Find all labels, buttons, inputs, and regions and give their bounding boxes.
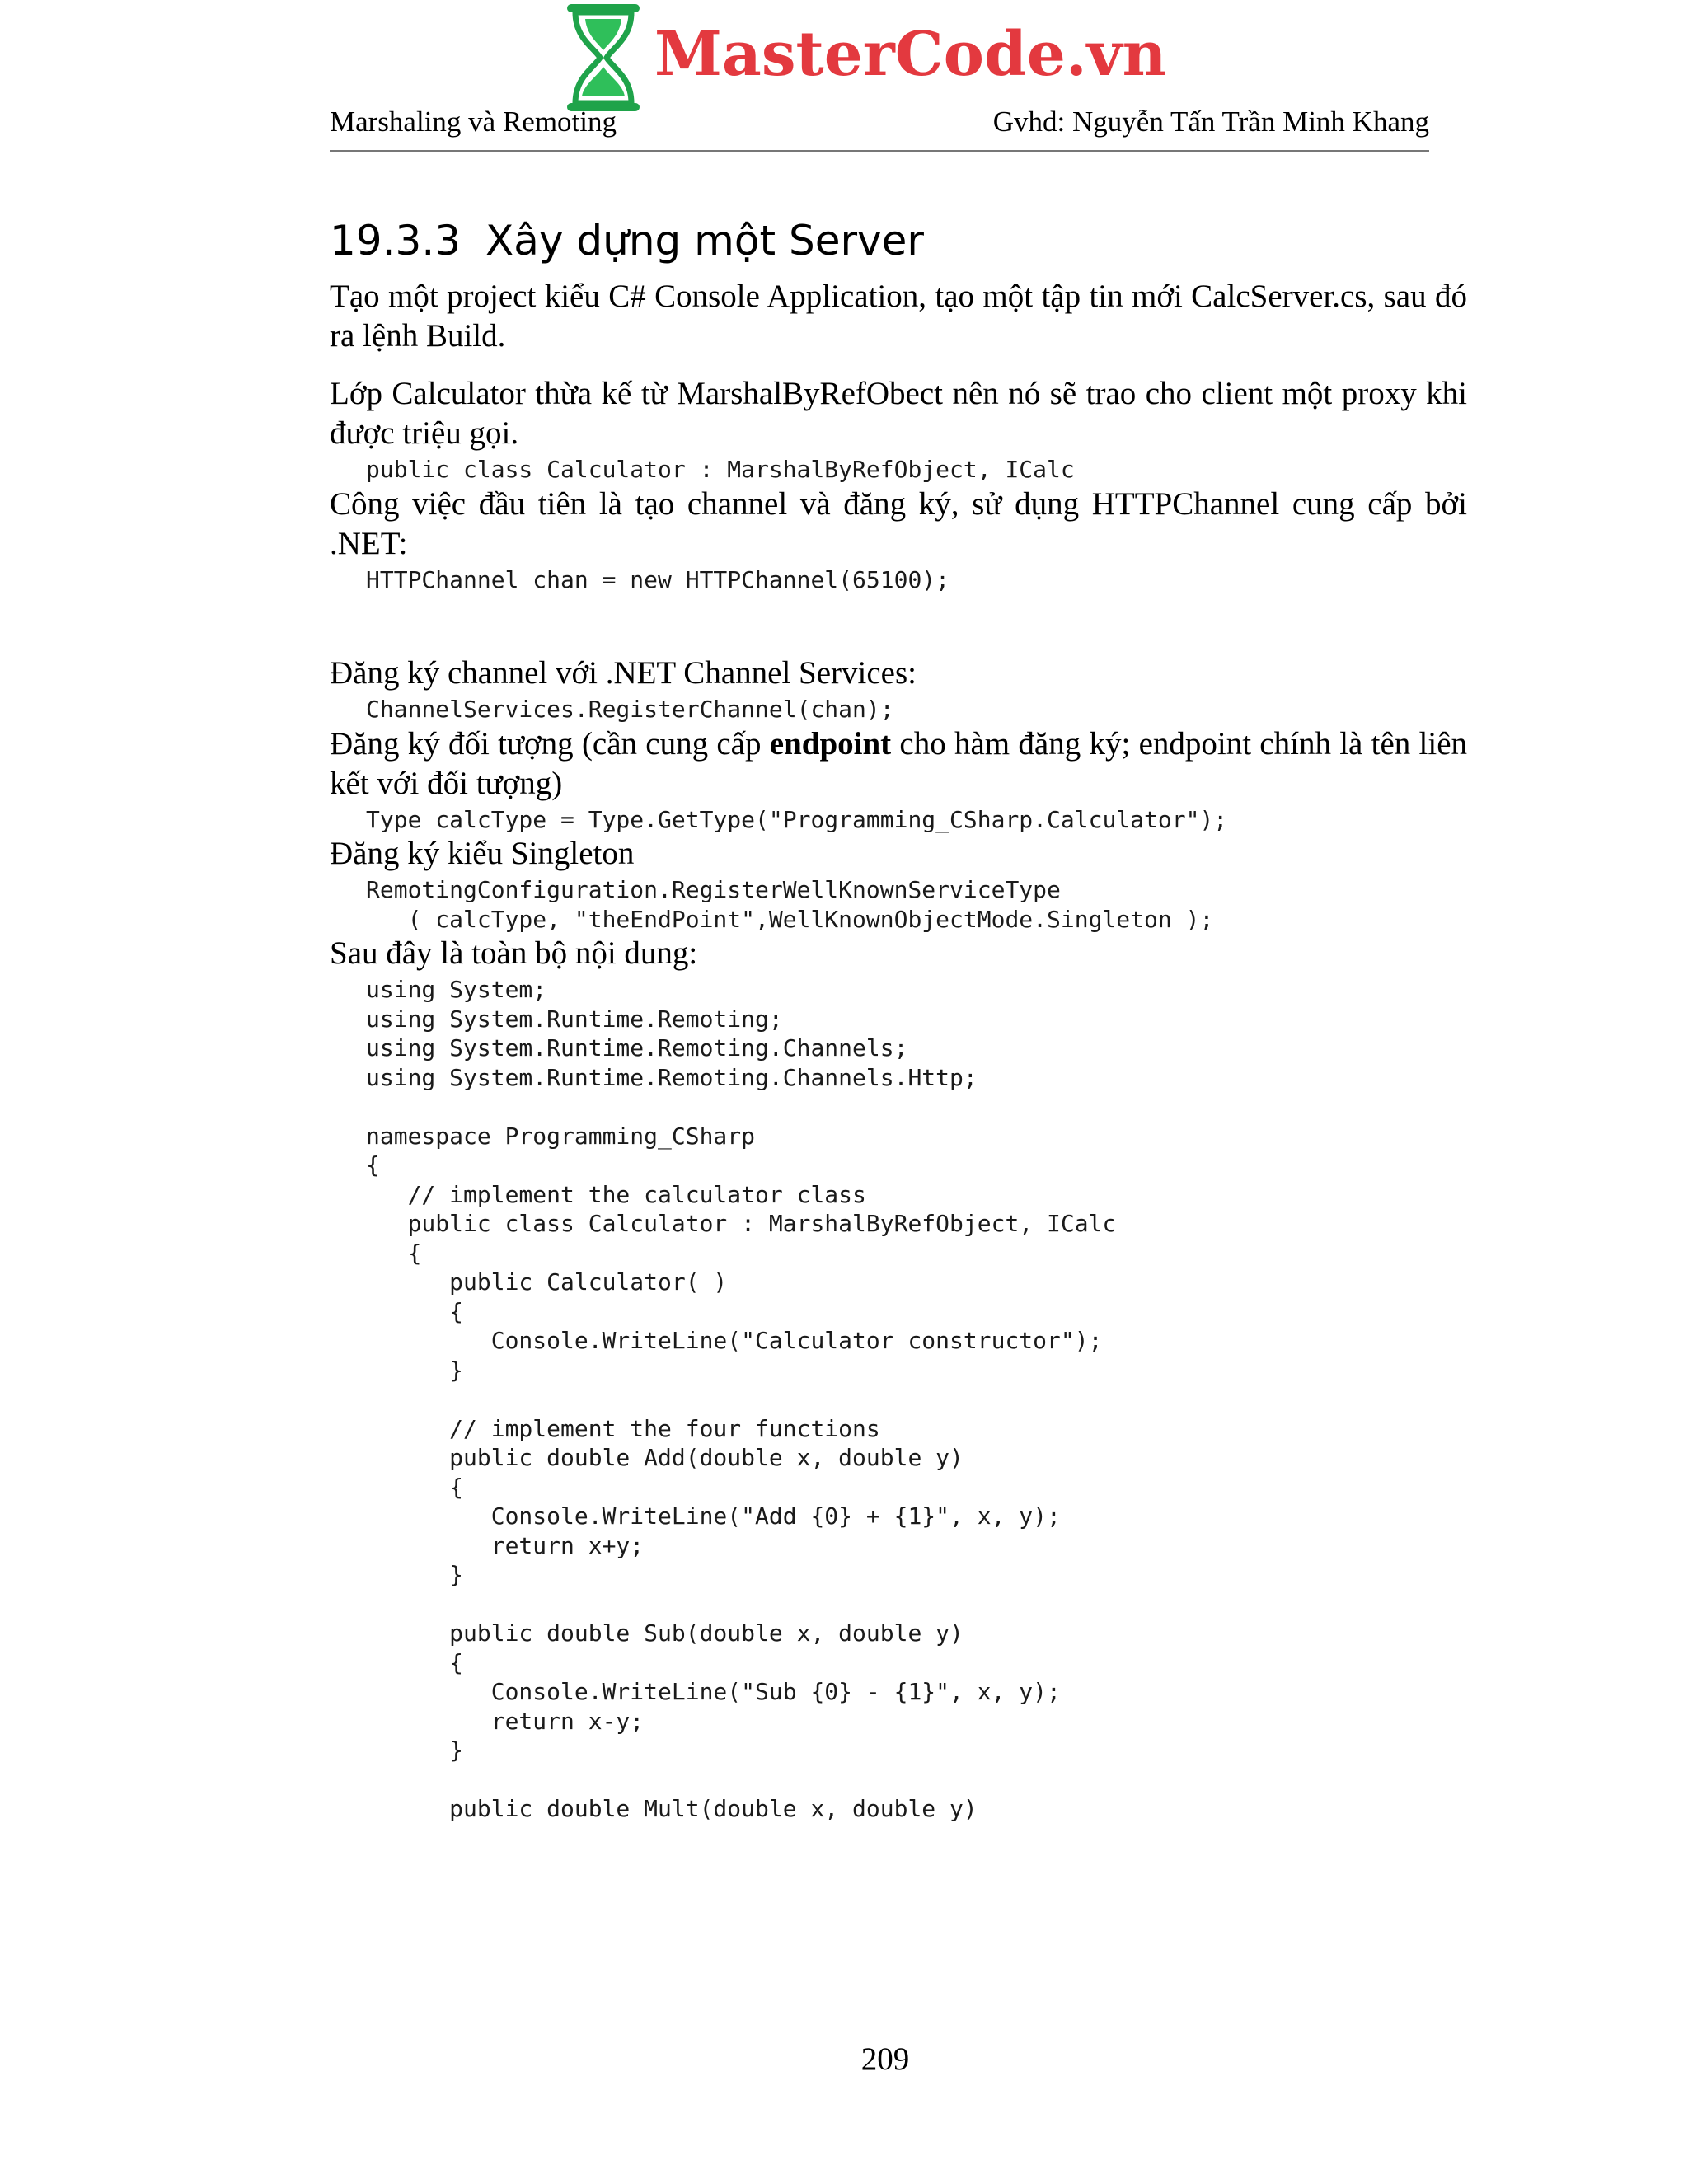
- code-get-type: Type calcType = Type.GetType("Programming_CSharp.Calculator");: [366, 805, 1228, 833]
- site-logo: [564, 0, 1166, 115]
- header-chapter-title: Marshaling và Remoting: [330, 105, 617, 138]
- paragraph-calculator-class: Lớp Calculator thừa kế từ MarshalByRefObect nên nó sẽ trao cho client một proxy khi được triệu gọi.: [330, 376, 1467, 451]
- code-http-channel: HTTPChannel chan = new HTTPChannel(65100);: [366, 565, 950, 593]
- paragraph-create-project: Tạo một project kiểu C# Console Application, tạo một tập tin mới CalcServer.cs, sau đó ra lệnh Build.: [330, 279, 1467, 354]
- section-number: 19.3.3: [330, 217, 462, 265]
- page-number: 209: [860, 2041, 910, 2077]
- logo-text: MasterCode.vn: [654, 19, 1167, 90]
- register-object-text-start: Đăng ký đối tượng (cần cung cấp: [330, 725, 770, 762]
- paragraph-register-object: [330, 724, 1467, 804]
- hourglass-icon: [564, 2, 643, 113]
- paragraph-full-listing: Sau đây là toàn bộ nội dung:: [330, 935, 698, 971]
- paragraph-register-channel: Đăng ký channel với .NET Channel Services:: [330, 655, 917, 691]
- code-register-channel: ChannelServices.RegisterChannel(chan);: [366, 696, 894, 723]
- main-content: [330, 216, 1467, 1824]
- code-full-listing: using System; using System.Runtime.Remoting; using System.Runtime.Remoting.Channels; using System.Runtime.Remoting.Channels.Http; namespace Programming_CSharp { // implement the calculator class public class Calculator : MarshalByRefObject, ICalc { public Calculator( ) { Console.WriteLine("Calculator constructor"); } // implement the four functions public double Add(double x, double y) { Console.WriteLine("Add {0} + {1}", x, y); return x+y; } public double Sub(double x, double y) { Console.WriteLine("Sub {0} - {1}", x, y); return x-y; } public double Mult(double x, double y): [366, 976, 1117, 1822]
- register-object-text-end: cho hàm đăng ký; endpoint chính là tên liên kết với đối tượng): [330, 725, 1468, 801]
- section-title: Xây dựng một Server: [485, 217, 924, 265]
- running-header: [330, 104, 1429, 152]
- paragraph-create-channel: Công việc đầu tiên là tạo channel và đăng ký, sử dụng HTTPChannel cung cấp bởi .NET:: [330, 485, 1467, 561]
- paragraph-register-singleton: Đăng ký kiểu Singleton: [330, 836, 635, 871]
- header-instructor: Gvhd: Nguyễn Tấn Trần Minh Khang: [992, 105, 1429, 138]
- code-class-declaration: public class Calculator : MarshalByRefObject, ICalc: [366, 456, 1075, 483]
- endpoint-term: endpoint: [769, 725, 892, 762]
- code-register-service-type: RemotingConfiguration.RegisterWellKnownServiceType ( calcType, "theEndPoint",WellKnownObjectMode.Singleton );: [366, 876, 1214, 933]
- section-heading: [330, 216, 1467, 265]
